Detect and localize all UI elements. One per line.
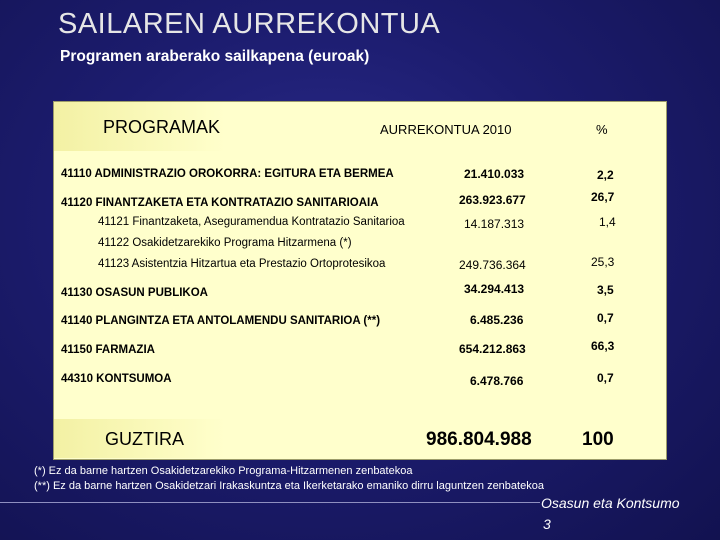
footnote-1: (*) Ez da barne hartzen Osakidetzarekiko Programa-Hitzarmenen zenbatekoa — [34, 465, 413, 477]
header-budget: AURREKONTUA 2010 — [380, 122, 512, 137]
table-row-percent: 26,7 — [591, 190, 615, 204]
total-label: GUZTIRA — [105, 429, 184, 449]
table-row-amount: 6.485.236 — [470, 313, 524, 327]
table-row-amount: 263.923.677 — [459, 193, 526, 207]
table-row-amount: 34.294.413 — [464, 282, 525, 296]
footer-divider — [0, 502, 540, 503]
table-row-label: 41121 Finantzaketa, Aseguramendua Kontratazio Sanitarioa — [98, 216, 405, 228]
table-row-label: 41150 FARMAZIA — [61, 344, 155, 356]
slide-title: SAILAREN AURREKONTUA — [58, 8, 441, 40]
total-percent: 100 — [582, 429, 614, 450]
total-amount: 986.804.988 — [426, 429, 532, 450]
table-row-amount: 21.410.033 — [464, 167, 525, 181]
table-row-amount: 14.187.313 — [464, 217, 525, 231]
footnote-2: (**) Ez da barne hartzen Osakidetzari Irakaskuntza eta Ikerketarako emaniko dirru laguntzen zenbatekoa — [34, 480, 544, 492]
table-row-percent: 0,7 — [597, 311, 614, 325]
table-row-percent: 66,3 — [591, 339, 615, 353]
table-row-amount: 6.478.766 — [470, 374, 524, 388]
header-percent: % — [596, 122, 608, 137]
table-row-label: 41130 OSASUN PUBLIKOA — [61, 287, 208, 299]
table-row-percent: 3,5 — [597, 283, 614, 297]
budget-table-panel — [53, 101, 667, 460]
table-row-percent: 2,2 — [597, 168, 614, 182]
header-program: PROGRAMAK — [103, 117, 221, 137]
table-row-label: 44310 KONTSUMOA — [61, 373, 172, 385]
table-row-label: 41122 Osakidetzarekiko Programa Hitzarmena (*) — [98, 237, 352, 249]
table-row-label: 41123 Asistentzia Hitzartua eta Prestazio Ortoprotesikoa — [98, 258, 386, 270]
slide-subtitle: Programen araberako sailkapena (euroak) — [60, 48, 370, 65]
table-row-label: 41110 ADMINISTRAZIO OROKORRA: EGITURA ETA BERMEA — [61, 168, 394, 180]
table-row-label: 41140 PLANGINTZA ETA ANTOLAMENDU SANITARIOA (**) — [61, 315, 381, 327]
footer-brand: Osasun eta Kontsumo — [541, 495, 680, 511]
table-row-label: 41120 FINANTZAKETA ETA KONTRATAZIO SANITARIOAIA — [61, 197, 379, 209]
table-row-amount: 654.212.863 — [459, 342, 526, 356]
table-row-percent: 0,7 — [597, 371, 614, 385]
table-row-amount: 249.736.364 — [459, 258, 526, 272]
table-row-percent: 1,4 — [599, 215, 616, 229]
table-row-percent: 25,3 — [591, 255, 615, 269]
page-number: 3 — [543, 516, 551, 532]
